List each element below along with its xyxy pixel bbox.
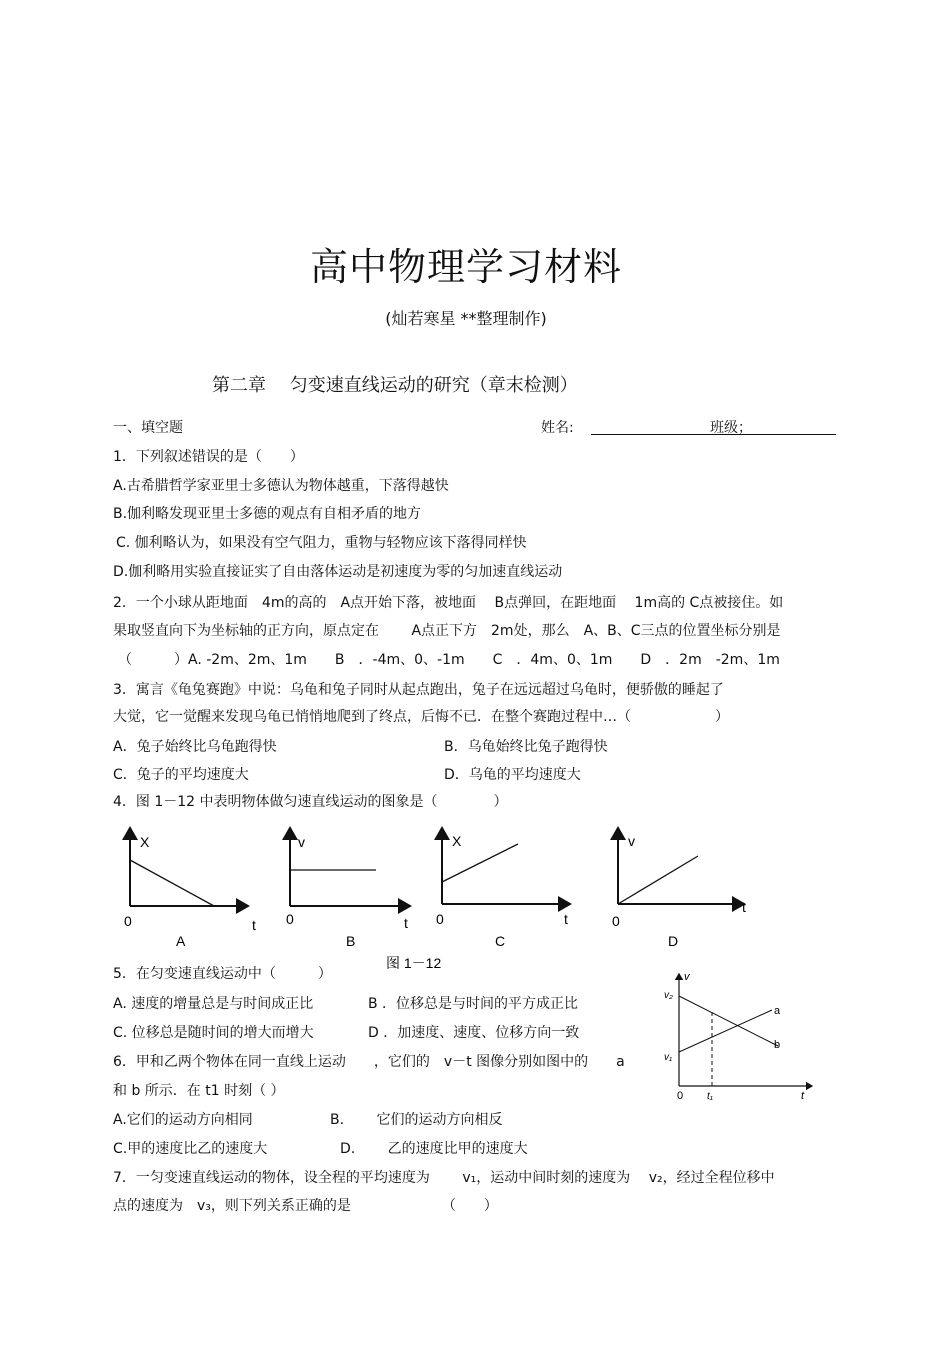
q5-option-d: D ．加速度、速度、位移方向一致 <box>368 1025 580 1041</box>
q7-line-1: 7．一匀变速直线运动的物体，设全程的平均速度为 v₁，运动中间时刻的速度为 v₂，经过全程位移中 <box>113 1170 775 1186</box>
graph-c-line <box>442 844 518 882</box>
graph-c-x-label: t <box>564 911 568 927</box>
q1-stem: 1．下列叙述错误的是（ ） <box>113 449 304 465</box>
q5-option-c: C. 位移总是随时间的增大而增大 <box>113 1025 314 1041</box>
name-label: 姓名: <box>541 420 574 436</box>
section-heading: 一、填空题 <box>113 420 183 436</box>
q1-option-b: B.伽利略发现亚里士多德的观点有自相矛盾的地方 <box>113 506 422 522</box>
q2-line-2: 果取竖直向下为坐标轴的正方向，原点定在 A点正下方 2m处，那么 A、B、C三点的位置坐标分别是 <box>113 623 781 639</box>
q6-line-2: 和 b 所示．在 t1 时刻（ ） <box>113 1083 285 1099</box>
graph-b-label: B <box>346 933 356 949</box>
graph-d-y-label: v <box>628 833 635 849</box>
graph-b-x-label: t <box>404 915 408 931</box>
q5-option-a: A. 速度的增量总是与时间成正比 <box>113 996 314 1012</box>
graph-b-y-label: v <box>298 834 305 850</box>
q6-origin: 0 <box>677 1090 684 1102</box>
q6-b-label: b <box>774 1039 781 1051</box>
graph-a-y-label: X <box>140 834 150 850</box>
graph-d-x-label: t <box>742 899 746 915</box>
graph-d-label: D <box>668 933 679 949</box>
q6-line-a <box>679 1010 772 1052</box>
q4-graph-c <box>436 828 570 949</box>
q5-stem: 5．在匀变速直线运动中（ ） <box>113 966 332 982</box>
q3-option-c: C．兔子的平均速度大 <box>113 767 249 783</box>
q6-option-c: C.甲的速度比乙的速度大 <box>113 1141 268 1157</box>
q3-option-b: B．乌龟始终比兔子跑得快 <box>444 739 608 755</box>
chapter-heading: 第二章 匀变速直线运动的研究（章末检测） <box>212 375 578 396</box>
q6-v2-label: v₂ <box>664 990 673 1001</box>
q1-option-c: C. 伽利略认为，如果没有空气阻力，重物与轻物应该下落得同样快 <box>116 535 527 551</box>
q6-y-label: v <box>684 971 690 983</box>
q4-stem: 4．图 1－12 中表明物体做匀速直线运动的图象是（ ） <box>113 794 508 810</box>
q5-option-b: B ．位移总是与时间的平方成正比 <box>368 996 579 1012</box>
q3-option-d: D．乌龟的平均速度大 <box>444 767 581 783</box>
q6-x-label: t <box>801 1090 805 1102</box>
q2-line-1: 2．一个小球从距地面 4m的高的 A点开始下落，被地面 B点弹回，在距地面 1m高的 C点被接住。如 <box>113 595 784 611</box>
graph-d-line <box>618 856 698 904</box>
q6-option-a: A.它们的运动方向相同 <box>113 1112 253 1128</box>
q6-t1-label: t₁ <box>707 1091 713 1102</box>
q1-option-a: A.古希腊哲学家亚里士多德认为物体越重，下落得越快 <box>113 478 449 494</box>
q3-line-1: 3．寓言《龟兔赛跑》中说：乌龟和兔子同时从起点跑出，兔子在远远超过乌龟时，便骄傲的睡起了 <box>113 682 724 698</box>
graph-a-x-label: t <box>252 917 256 933</box>
graph-a-label: A <box>176 933 186 949</box>
graph-c-label: C <box>495 933 506 949</box>
graph-c-y-label: X <box>452 833 462 849</box>
q2-line-3: （ ）A. -2m、2m、1m B ．-4m、0、-1m C ．4m、0、1m D ．2m -2m、1m <box>118 652 780 668</box>
graph-c-origin: 0 <box>436 911 444 927</box>
graph-b-origin: 0 <box>286 911 294 927</box>
q6-option-d: D. 乙的速度比甲的速度大 <box>340 1141 528 1157</box>
q1-option-d: D.伽利略用实验直接证实了自由落体运动是初速度为零的匀加速直线运动 <box>113 564 563 580</box>
graph-d-origin: 0 <box>612 913 620 929</box>
q6-line-1: 6．甲和乙两个物体在同一直线上运动 ，它们的 v－t 图像分别如图中的 a <box>113 1054 625 1070</box>
q6-line-b <box>679 996 778 1046</box>
graph-a-line <box>130 860 214 906</box>
class-label: 班级； <box>710 420 752 436</box>
q4-figure-caption: 图 1－12 <box>386 955 442 971</box>
page-title: 高中物理学习材料 <box>309 245 622 289</box>
graph-a-origin: 0 <box>124 913 132 929</box>
q6-vt-graph <box>660 968 825 1108</box>
q4-graph-a <box>124 828 256 949</box>
q6-a-label: a <box>774 1005 781 1017</box>
q4-graphs <box>100 822 780 982</box>
q6-option-b: B. 它们的运动方向相反 <box>330 1112 503 1128</box>
q7-line-2: 点的速度为 v₃，则下列关系正确的是 （ ） <box>113 1198 498 1214</box>
q3-option-a: A．兔子始终比乌龟跑得快 <box>113 739 277 755</box>
q4-graph-b <box>286 828 410 949</box>
page-subtitle: (灿若寒星 **整理制作) <box>385 309 547 328</box>
q3-line-2: 大觉，它一觉醒来发现乌龟已悄悄地爬到了终点，后悔不已．在整个赛跑过程中…（ ） <box>113 709 729 725</box>
q4-graph-d <box>612 828 746 949</box>
q6-v1-label: v₁ <box>664 1052 673 1063</box>
